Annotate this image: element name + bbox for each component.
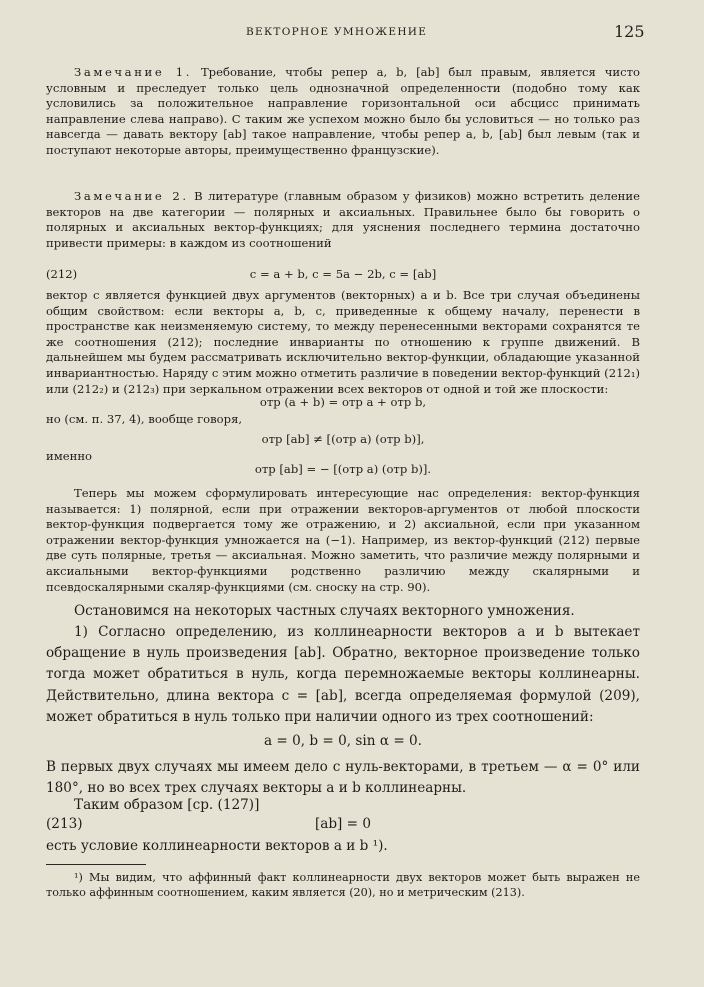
- reflection-formula-2: отр [ab] ≠ [(отр a) (отр b)],: [261, 432, 425, 446]
- remark-1-label: Замечание 1.: [74, 65, 193, 79]
- reflection-formula-3: отр [ab] = − [(отр a) (отр b)].: [254, 462, 432, 476]
- remark-2-label: Замечание 2.: [74, 189, 189, 203]
- footnote-rule: [46, 864, 146, 865]
- remark-2-text: В литературе (главным образом у физиков) можно встретить деление векторов на две категории — полярных и аксиальных. Правильнее было бы говорить о полярных и аксиальных вектор-функциях; для уяснения последнего термина достаточно привести примеры: в каждом из соотношений: [46, 189, 640, 250]
- page-number: 125: [614, 22, 645, 41]
- definitions-paragraph: Теперь мы можем сформулировать интересующие нас определения: вектор-функция называется: 1) полярной, если при отражении векторов-аргументов от любой плоскости вектор-функция подвергается тому же отражению, и 2) аксиальной, если при указанном отражении вектор-функция умножается на (−1). Например, из вектор-функций (212) первые две суть полярные, третья — аксиальная. Можно заметить, что различие между полярными и аксиальными вектор-функциями родственно различию между скалярными и псевдоскалярными скаляр-функциями (см. сноску на стр. 90).: [46, 486, 640, 594]
- reflection-equation-1: [46, 395, 640, 413]
- reference-line: но (см. п. 37, 4), вообще говоря,: [46, 412, 243, 426]
- main-intro-paragraph: Остановимся на некоторых частных случаях векторного умножения.: [74, 603, 575, 619]
- reflection-equation-3: [46, 462, 640, 480]
- reflection-equation-2: [46, 432, 640, 450]
- equation-212-formula: c = a + b, c = 5a − 2b, c = [ab]: [249, 267, 437, 281]
- vector-function-paragraph: вектор c является функцией двух аргументов (векторных) a и b. Все три случая объединены общим свойством: если векторы a, b, c, приведенные к общему началу, перенести в пространстве как неизменяемую систему, то между перенесенными векторами сохранятся те же соотношения (212); последние инварианты по отношению к группе движений. В дальнейшем мы будем рассматривать исключительно вектор-функции, обладающие указанной инвариантностью. Наряду с этим можно отметить различие в поведении вектор-функций (212₁) или (212₂) и (212₃) при зеркальном отражении всех векторов от одной и той же плоскости:: [46, 288, 640, 396]
- remark-1-paragraph: [46, 65, 640, 159]
- thus-line: Таким образом [ср. (127)]: [74, 797, 260, 813]
- equation-212-number: (212): [46, 267, 78, 281]
- collinearity-condition-line: есть условие коллинеарности векторов a и b ¹).: [46, 838, 388, 854]
- cases-paragraph: В первых двух случаях мы имеем дело с нуль-векторами, в третьем — α = 0° или 180°, но во всех трех случаях векторы a и b коллинеарны.: [46, 759, 640, 797]
- running-title: ВЕКТОРНОЕ УМНОЖЕНИЕ: [246, 26, 428, 38]
- equation-213-formula: [ab] = 0: [314, 816, 372, 832]
- namely-line: именно: [46, 449, 93, 463]
- footnote: ¹) Мы видим, что аффинный факт коллинеарности двух векторов может быть выражен не только аффинным соотношением, каким является (20), но и метрическим (213).: [46, 871, 640, 899]
- remark-2-paragraph: [46, 189, 640, 251]
- reflection-formula-1: отр (a + b) = отр a + отр b,: [259, 395, 427, 409]
- zero-conditions-formula: a = 0, b = 0, sin α = 0.: [263, 733, 423, 749]
- collinearity-paragraph: 1) Согласно определению, из коллинеарности векторов a и b вытекает обращение в нуль произведения [ab]. Обратно, векторное произведение только тогда может обратиться в нуль, когда перемножаемые векторы коллинеарны. Действительно, длина вектора c = [ab], всегда определяемая формулой (209), может обратиться в нуль только при наличии одного из трех соотношений:: [46, 624, 640, 725]
- remark-1-text: Требование, чтобы репер a, b, [ab] был правым, является чисто условным и преследует только цель однозначной определенности (подобно тому как условились за положительное направление горизонтальной оси абсцисс принимать направление слева направо). С таким же успехом можно было бы условиться — но только раз навсегда — давать вектору [ab] такое направление, чтобы репер a, b, [ab] был левым (так и поступают некоторые авторы, преимущественно французские).: [46, 65, 640, 157]
- equation-212: [46, 267, 640, 285]
- equation-213-number: (213): [46, 816, 83, 832]
- zero-conditions-equation: [46, 731, 640, 753]
- equation-213: [46, 814, 640, 836]
- page-header: [0, 22, 704, 44]
